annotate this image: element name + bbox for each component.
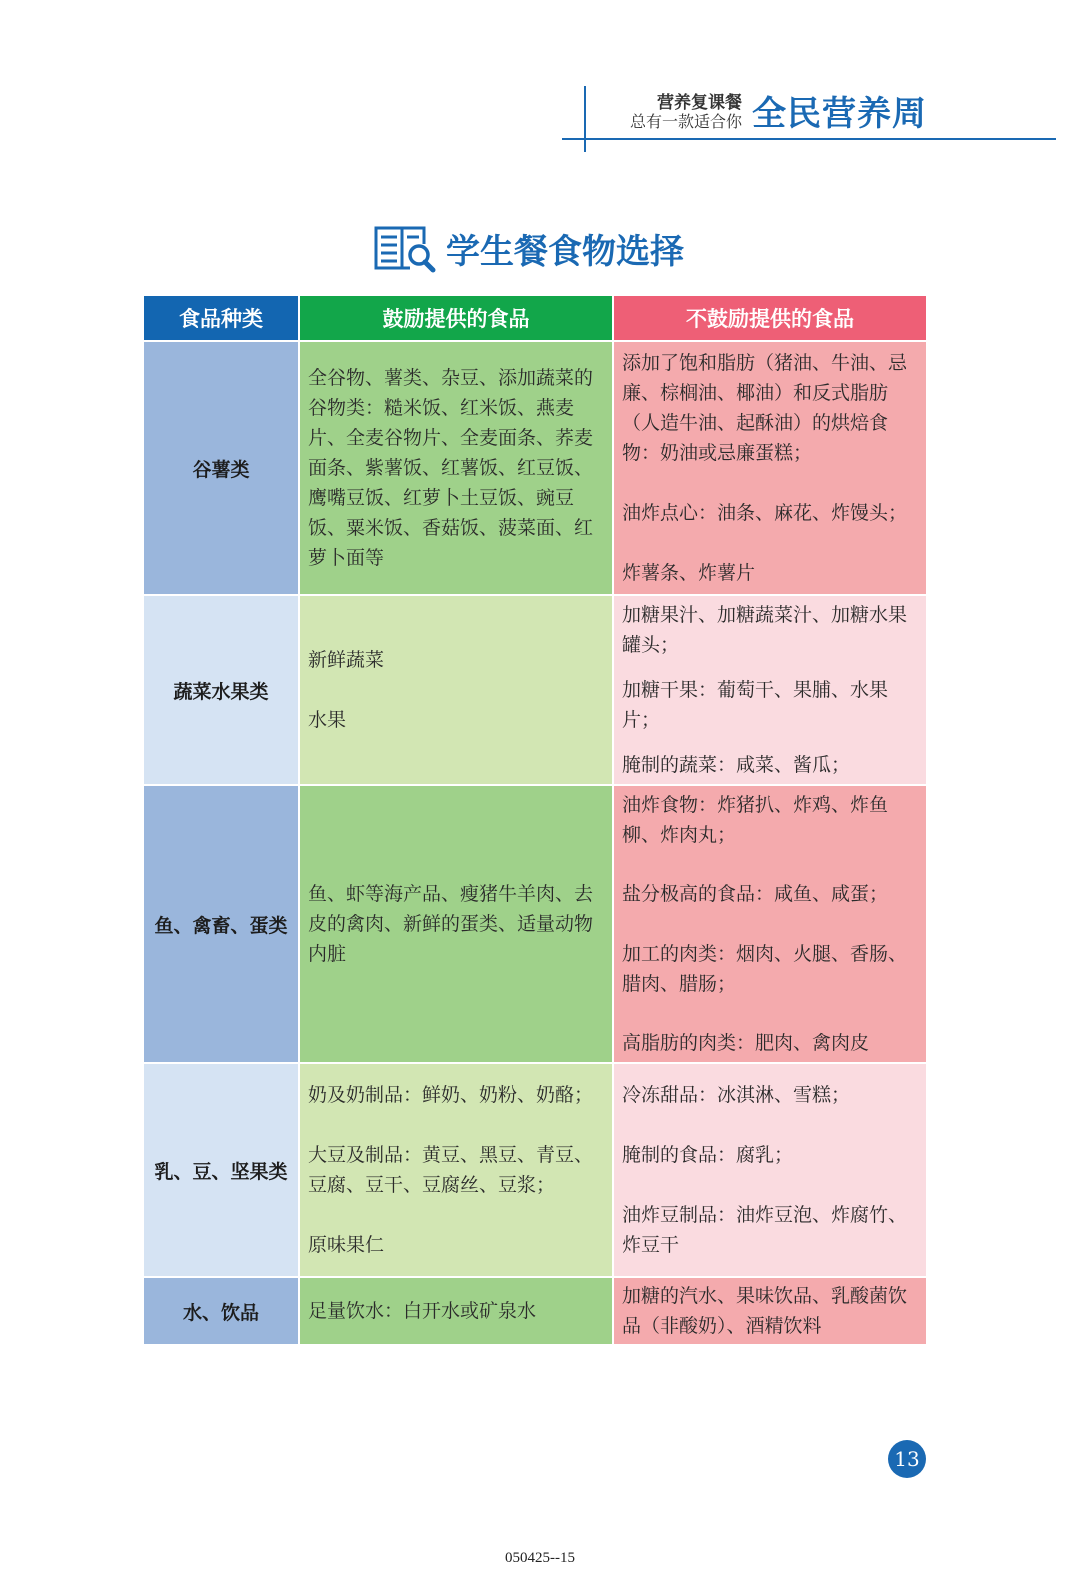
header-tagline-line1: 营养复课餐: [657, 93, 742, 113]
encouraged-item: 大豆及制品：黄豆、黑豆、青豆、豆腐、豆干、豆腐丝、豆浆；: [308, 1144, 594, 1196]
header-horizontal-rule: [562, 138, 1056, 140]
page-number: 13: [888, 1440, 926, 1478]
discouraged-item: 添加了饱和脂肪（猪油、牛油、忌廉、棕榈油、椰油）和反式脂肪（人造牛油、起酥油）的烘焙食物：奶油或忌廉蛋糕；: [622, 352, 908, 464]
discouraged-item: 高脂肪的肉类：肥肉、禽肉皮: [622, 1031, 870, 1054]
row-discouraged: [614, 786, 926, 1062]
encouraged-item: 足量饮水：白开水或矿泉水: [308, 1300, 537, 1322]
discouraged-item: 加糖干果：葡萄干、果脯、水果片；: [622, 679, 889, 731]
row-encouraged: [300, 1064, 612, 1276]
header-title: 全民营养周: [752, 94, 927, 134]
encouraged-item: 奶及奶制品：鲜奶、奶粉、奶酪；: [308, 1084, 594, 1106]
encouraged-item: 鱼、虾等海产品、瘦猪牛羊肉、去皮的禽肉、新鲜的蛋类、适量动物内脏: [308, 883, 594, 965]
row-category: 水、饮品: [144, 1278, 298, 1344]
print-code: 050425--15: [505, 1550, 575, 1566]
row-category: 鱼、禽畜、蛋类: [144, 786, 298, 1062]
row-discouraged: [614, 596, 926, 784]
discouraged-item: 加糖的汽水、果味饮品、乳酸菌饮品（非酸奶）、酒精饮料: [622, 1285, 908, 1337]
encouraged-item: 全谷物、薯类、杂豆、添加蔬菜的谷物类：糙米饭、红米饭、燕麦片、全麦谷物片、全麦面条、荞麦面条、紫薯饭、红薯饭、红豆饭、鹰嘴豆饭、红萝卜土豆饭、豌豆饭、粟米饭、香菇饭、菠菜面、红萝卜面等: [308, 367, 594, 569]
row-discouraged: [614, 1278, 926, 1344]
encouraged-item: 水果: [308, 709, 347, 731]
book-search-icon: [374, 222, 438, 274]
discouraged-item: 腌制的食品：腐乳；: [622, 1144, 794, 1166]
discouraged-item: 油炸豆制品：油炸豆泡、炸腐竹、炸豆干: [622, 1204, 908, 1256]
discouraged-item: 加糖果汁、加糖蔬菜汁、加糖水果罐头；: [622, 604, 908, 656]
row-encouraged: [300, 342, 612, 594]
discouraged-item: 炸薯条、炸薯片: [622, 562, 756, 584]
row-category: 蔬菜水果类: [144, 596, 298, 784]
row-discouraged: [614, 1064, 926, 1276]
encouraged-item: 新鲜蔬菜: [308, 649, 385, 671]
discouraged-item: 油炸点心：油条、麻花、炸馒头；: [622, 502, 908, 524]
row-category: 乳、豆、坚果类: [144, 1064, 298, 1276]
header-encouraged: 鼓励提供的食品: [300, 296, 612, 340]
discouraged-item: 油炸食物：炸猪扒、炸鸡、炸鱼柳、炸肉丸；: [622, 794, 889, 846]
discouraged-item: 加工的肉类：烟肉、火腿、香肠、腊肉、腊肠；: [622, 942, 908, 995]
header-discouraged: 不鼓励提供的食品: [614, 296, 926, 340]
row-discouraged: [614, 342, 926, 594]
header-category: 食品种类: [144, 296, 298, 340]
discouraged-item: 盐分极高的食品：咸鱼、咸蛋；: [622, 883, 889, 906]
row-encouraged: [300, 1278, 612, 1344]
header-tagline-line2: 总有一款适合你: [629, 112, 742, 131]
row-encouraged: [300, 786, 612, 1062]
row-encouraged: [300, 596, 612, 784]
encouraged-item: 原味果仁: [308, 1234, 385, 1256]
row-category: 谷薯类: [144, 342, 298, 594]
discouraged-item: 腌制的蔬菜：咸菜、酱瓜；: [622, 754, 851, 776]
food-choice-table: [144, 296, 926, 1344]
section-title: 学生餐食物选择: [446, 232, 684, 272]
discouraged-item: 冷冻甜品：冰淇淋、雪糕；: [622, 1084, 851, 1106]
header-vertical-rule: [584, 86, 586, 152]
